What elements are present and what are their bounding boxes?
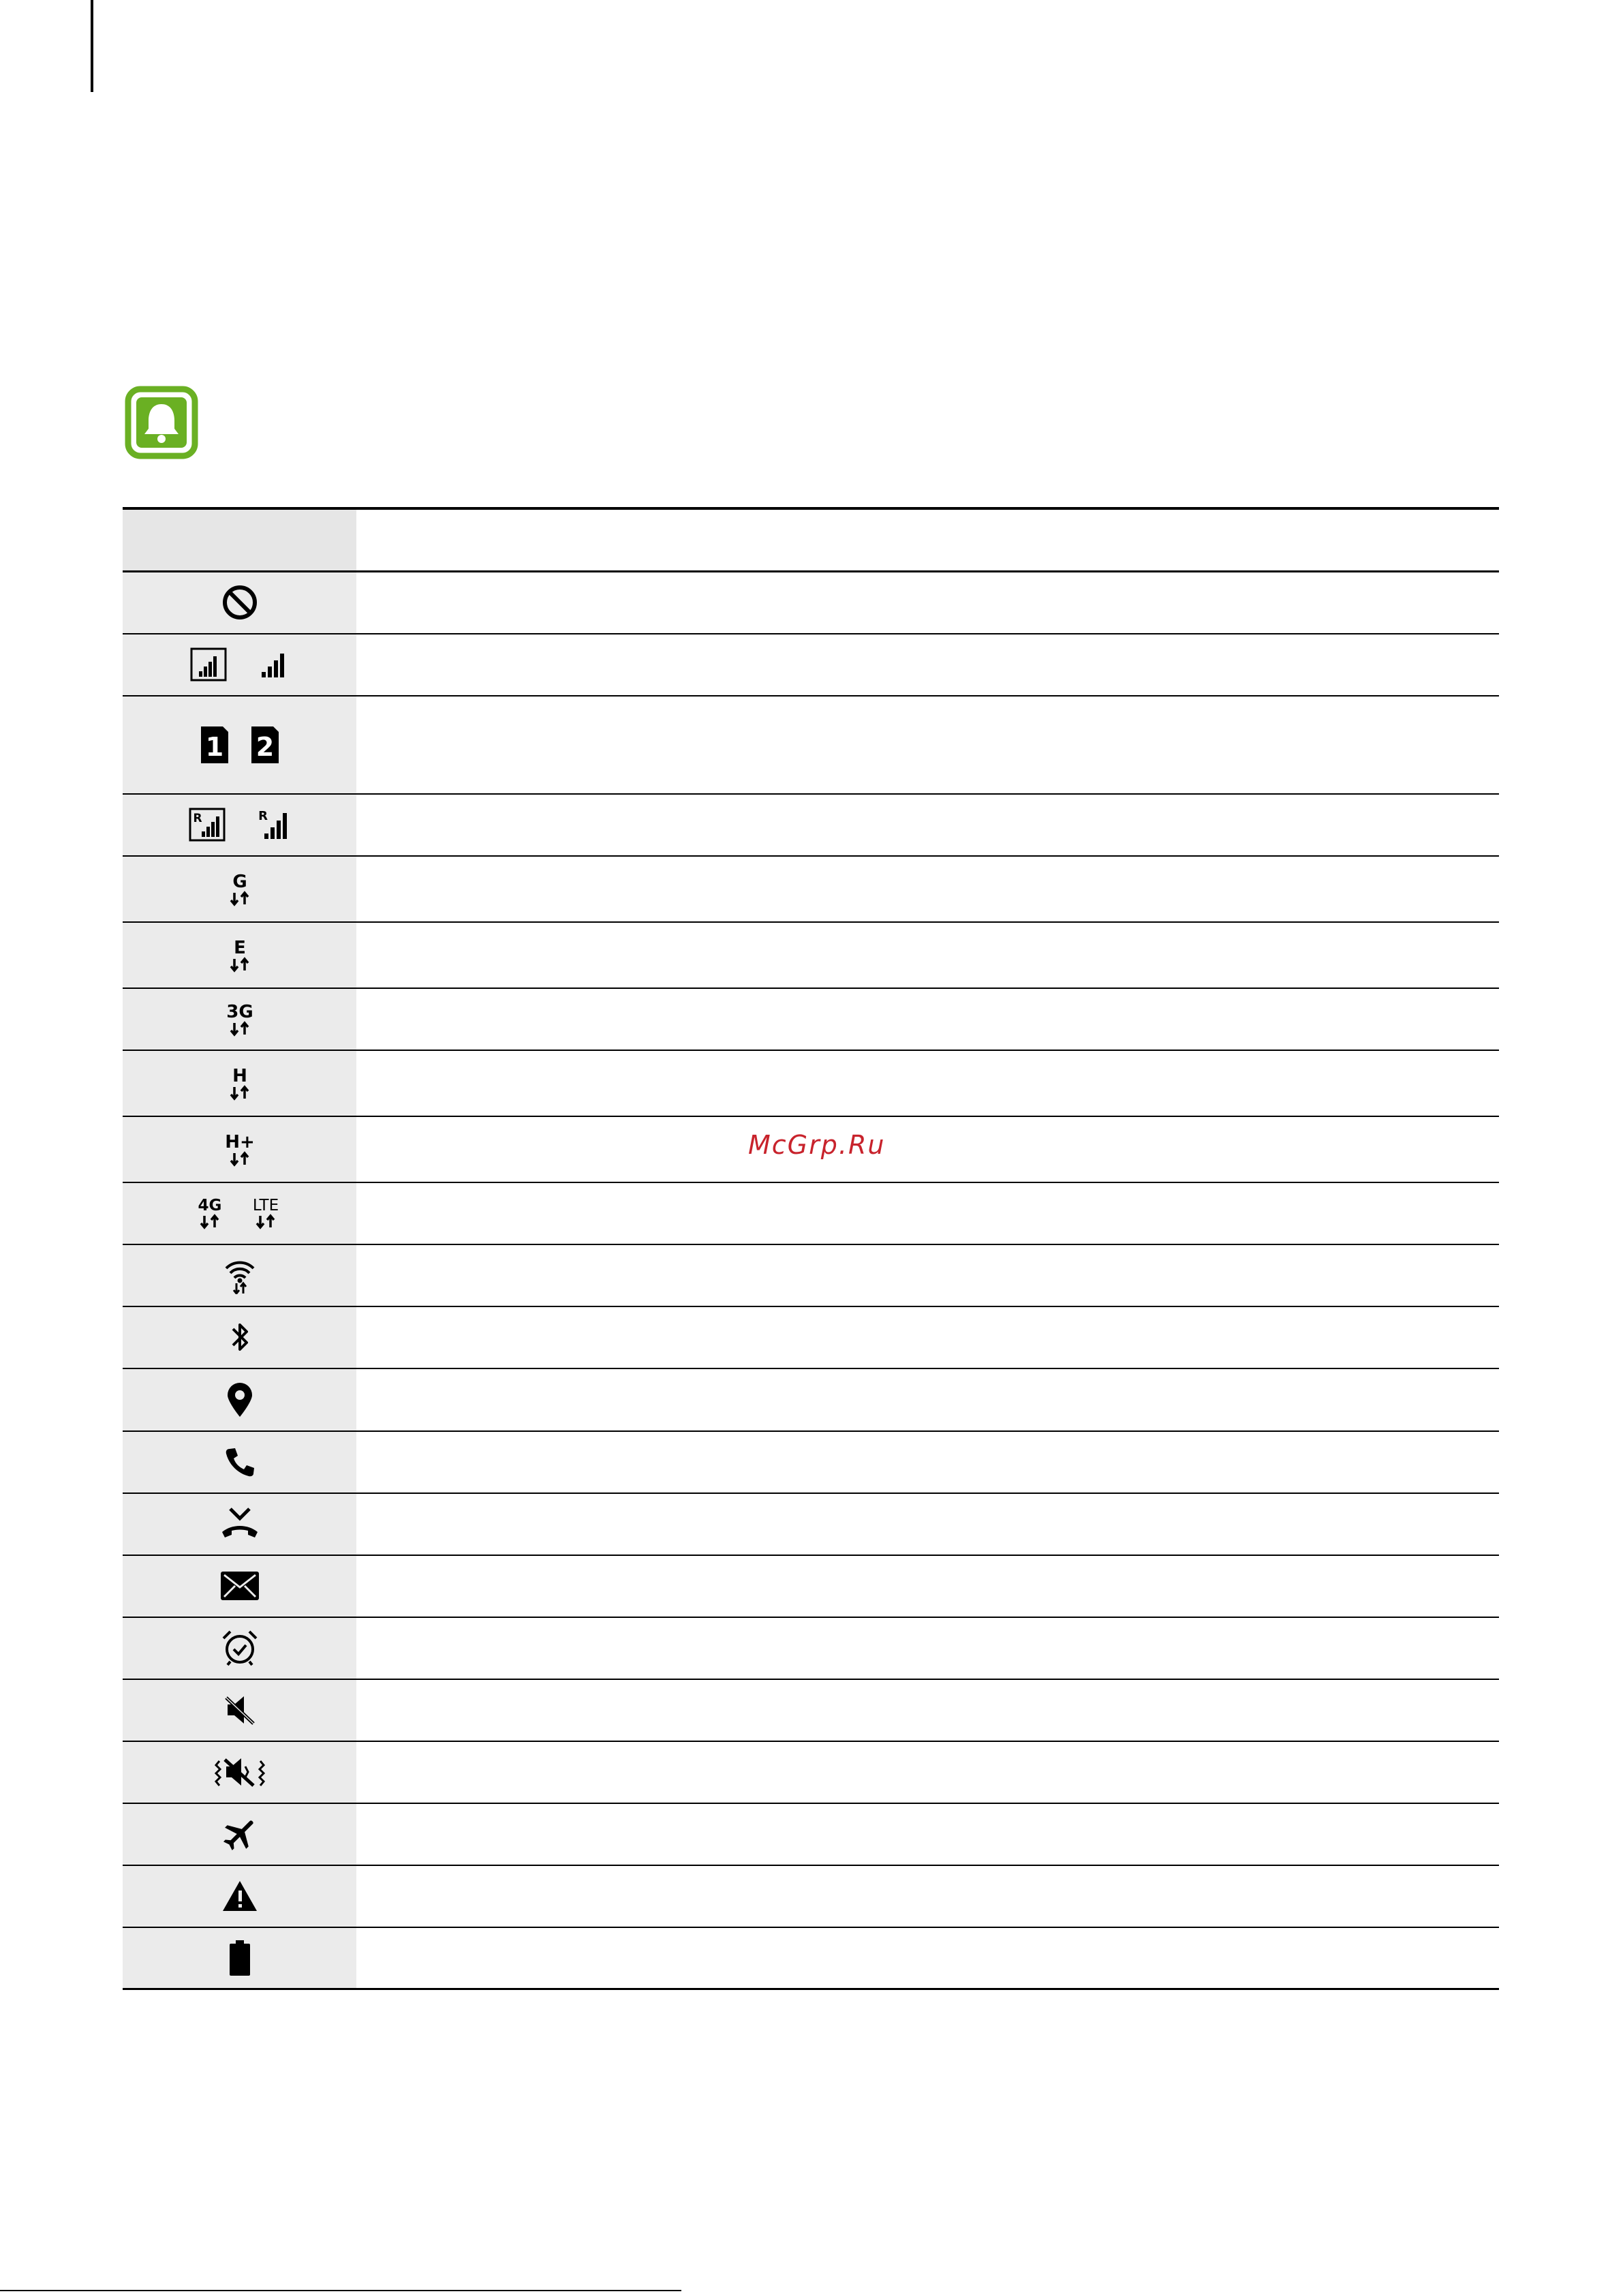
alarm-icon xyxy=(221,1641,259,1654)
svg-text:LTE: LTE xyxy=(252,1197,279,1214)
mute-icon xyxy=(222,1703,258,1716)
bluetooth-icon xyxy=(226,1330,253,1343)
row-description xyxy=(356,1555,1499,1617)
row-description xyxy=(356,1182,1499,1244)
row-description xyxy=(356,696,1499,794)
table-header-row xyxy=(123,508,1499,572)
svg-text:R: R xyxy=(192,812,202,825)
table-row xyxy=(123,1555,1499,1617)
table-row xyxy=(123,988,1499,1050)
table-row xyxy=(123,856,1499,922)
row-description xyxy=(356,1050,1499,1116)
row-description xyxy=(356,1244,1499,1306)
svg-text:G: G xyxy=(232,872,247,892)
row-description xyxy=(356,1865,1499,1927)
roaming-signal-icon xyxy=(188,812,226,831)
footer-rule xyxy=(0,2290,681,2291)
svg-text:3G: 3G xyxy=(226,1002,253,1022)
table-row xyxy=(123,1679,1499,1741)
row-description xyxy=(356,794,1499,856)
table-row xyxy=(123,1927,1499,1989)
warning-icon xyxy=(221,1889,258,1902)
svg-text:1: 1 xyxy=(205,731,223,762)
watermark: McGrp.Ru xyxy=(748,1130,886,1160)
airplane-mode-icon xyxy=(221,1827,259,1840)
network-4g-icon xyxy=(191,1197,229,1219)
table-row xyxy=(123,1865,1499,1927)
row-description xyxy=(356,572,1499,634)
margin-rule xyxy=(91,0,93,92)
roaming-signal-icon xyxy=(258,809,292,831)
svg-text:R: R xyxy=(258,809,268,823)
row-description xyxy=(356,1306,1499,1368)
vibrate-icon xyxy=(214,1765,266,1778)
signal-strength-icon xyxy=(259,658,290,671)
bell-icon xyxy=(124,385,199,460)
table-row xyxy=(123,1493,1499,1555)
row-description xyxy=(356,1803,1499,1865)
meaning-column-header xyxy=(356,508,1499,572)
row-description xyxy=(356,922,1499,988)
svg-text:2: 2 xyxy=(256,731,274,762)
table-row xyxy=(123,572,1499,634)
row-description xyxy=(356,1927,1499,1989)
table-row xyxy=(123,1803,1499,1865)
battery-icon xyxy=(228,1950,252,1963)
network-e-icon xyxy=(219,938,260,961)
table-row xyxy=(123,1368,1499,1431)
table-row xyxy=(123,922,1499,988)
location-icon xyxy=(225,1392,255,1405)
row-description xyxy=(356,988,1499,1050)
blocked-icon xyxy=(221,596,259,609)
table-row xyxy=(123,1741,1499,1803)
message-icon xyxy=(220,1579,260,1592)
network-lte-icon xyxy=(243,1197,289,1219)
sim-card-2-icon xyxy=(251,731,279,762)
svg-text:H+: H+ xyxy=(224,1132,255,1152)
table-row xyxy=(123,1431,1499,1493)
row-description xyxy=(356,1617,1499,1679)
call-icon xyxy=(223,1455,257,1468)
table-row xyxy=(123,1050,1499,1116)
row-description xyxy=(356,634,1499,696)
status-icons-table xyxy=(123,507,1499,1990)
row-description xyxy=(356,856,1499,922)
row-description xyxy=(356,1679,1499,1741)
svg-text:E: E xyxy=(233,938,246,958)
network-h-icon xyxy=(219,1066,260,1089)
row-description xyxy=(356,1368,1499,1431)
svg-text:4G: 4G xyxy=(198,1197,221,1214)
missed-call-icon xyxy=(219,1517,260,1530)
table-row xyxy=(123,634,1499,696)
network-3g-icon xyxy=(219,1002,260,1025)
table-row xyxy=(123,1306,1499,1368)
row-description xyxy=(356,1493,1499,1555)
table-row xyxy=(123,696,1499,794)
icon-column-header xyxy=(123,508,356,572)
row-description xyxy=(356,1741,1499,1803)
table-row xyxy=(123,1244,1499,1306)
table-row xyxy=(123,1617,1499,1679)
table-row xyxy=(123,794,1499,856)
row-description xyxy=(356,1431,1499,1493)
network-g-icon xyxy=(219,872,260,895)
signal-strength-icon xyxy=(189,658,228,671)
network-h-plus-icon xyxy=(219,1132,260,1155)
sim-card-1-icon xyxy=(201,731,228,762)
wifi-icon xyxy=(221,1268,259,1281)
row-description xyxy=(356,1116,1499,1182)
table-row xyxy=(123,1182,1499,1244)
svg-text:H: H xyxy=(232,1066,247,1086)
